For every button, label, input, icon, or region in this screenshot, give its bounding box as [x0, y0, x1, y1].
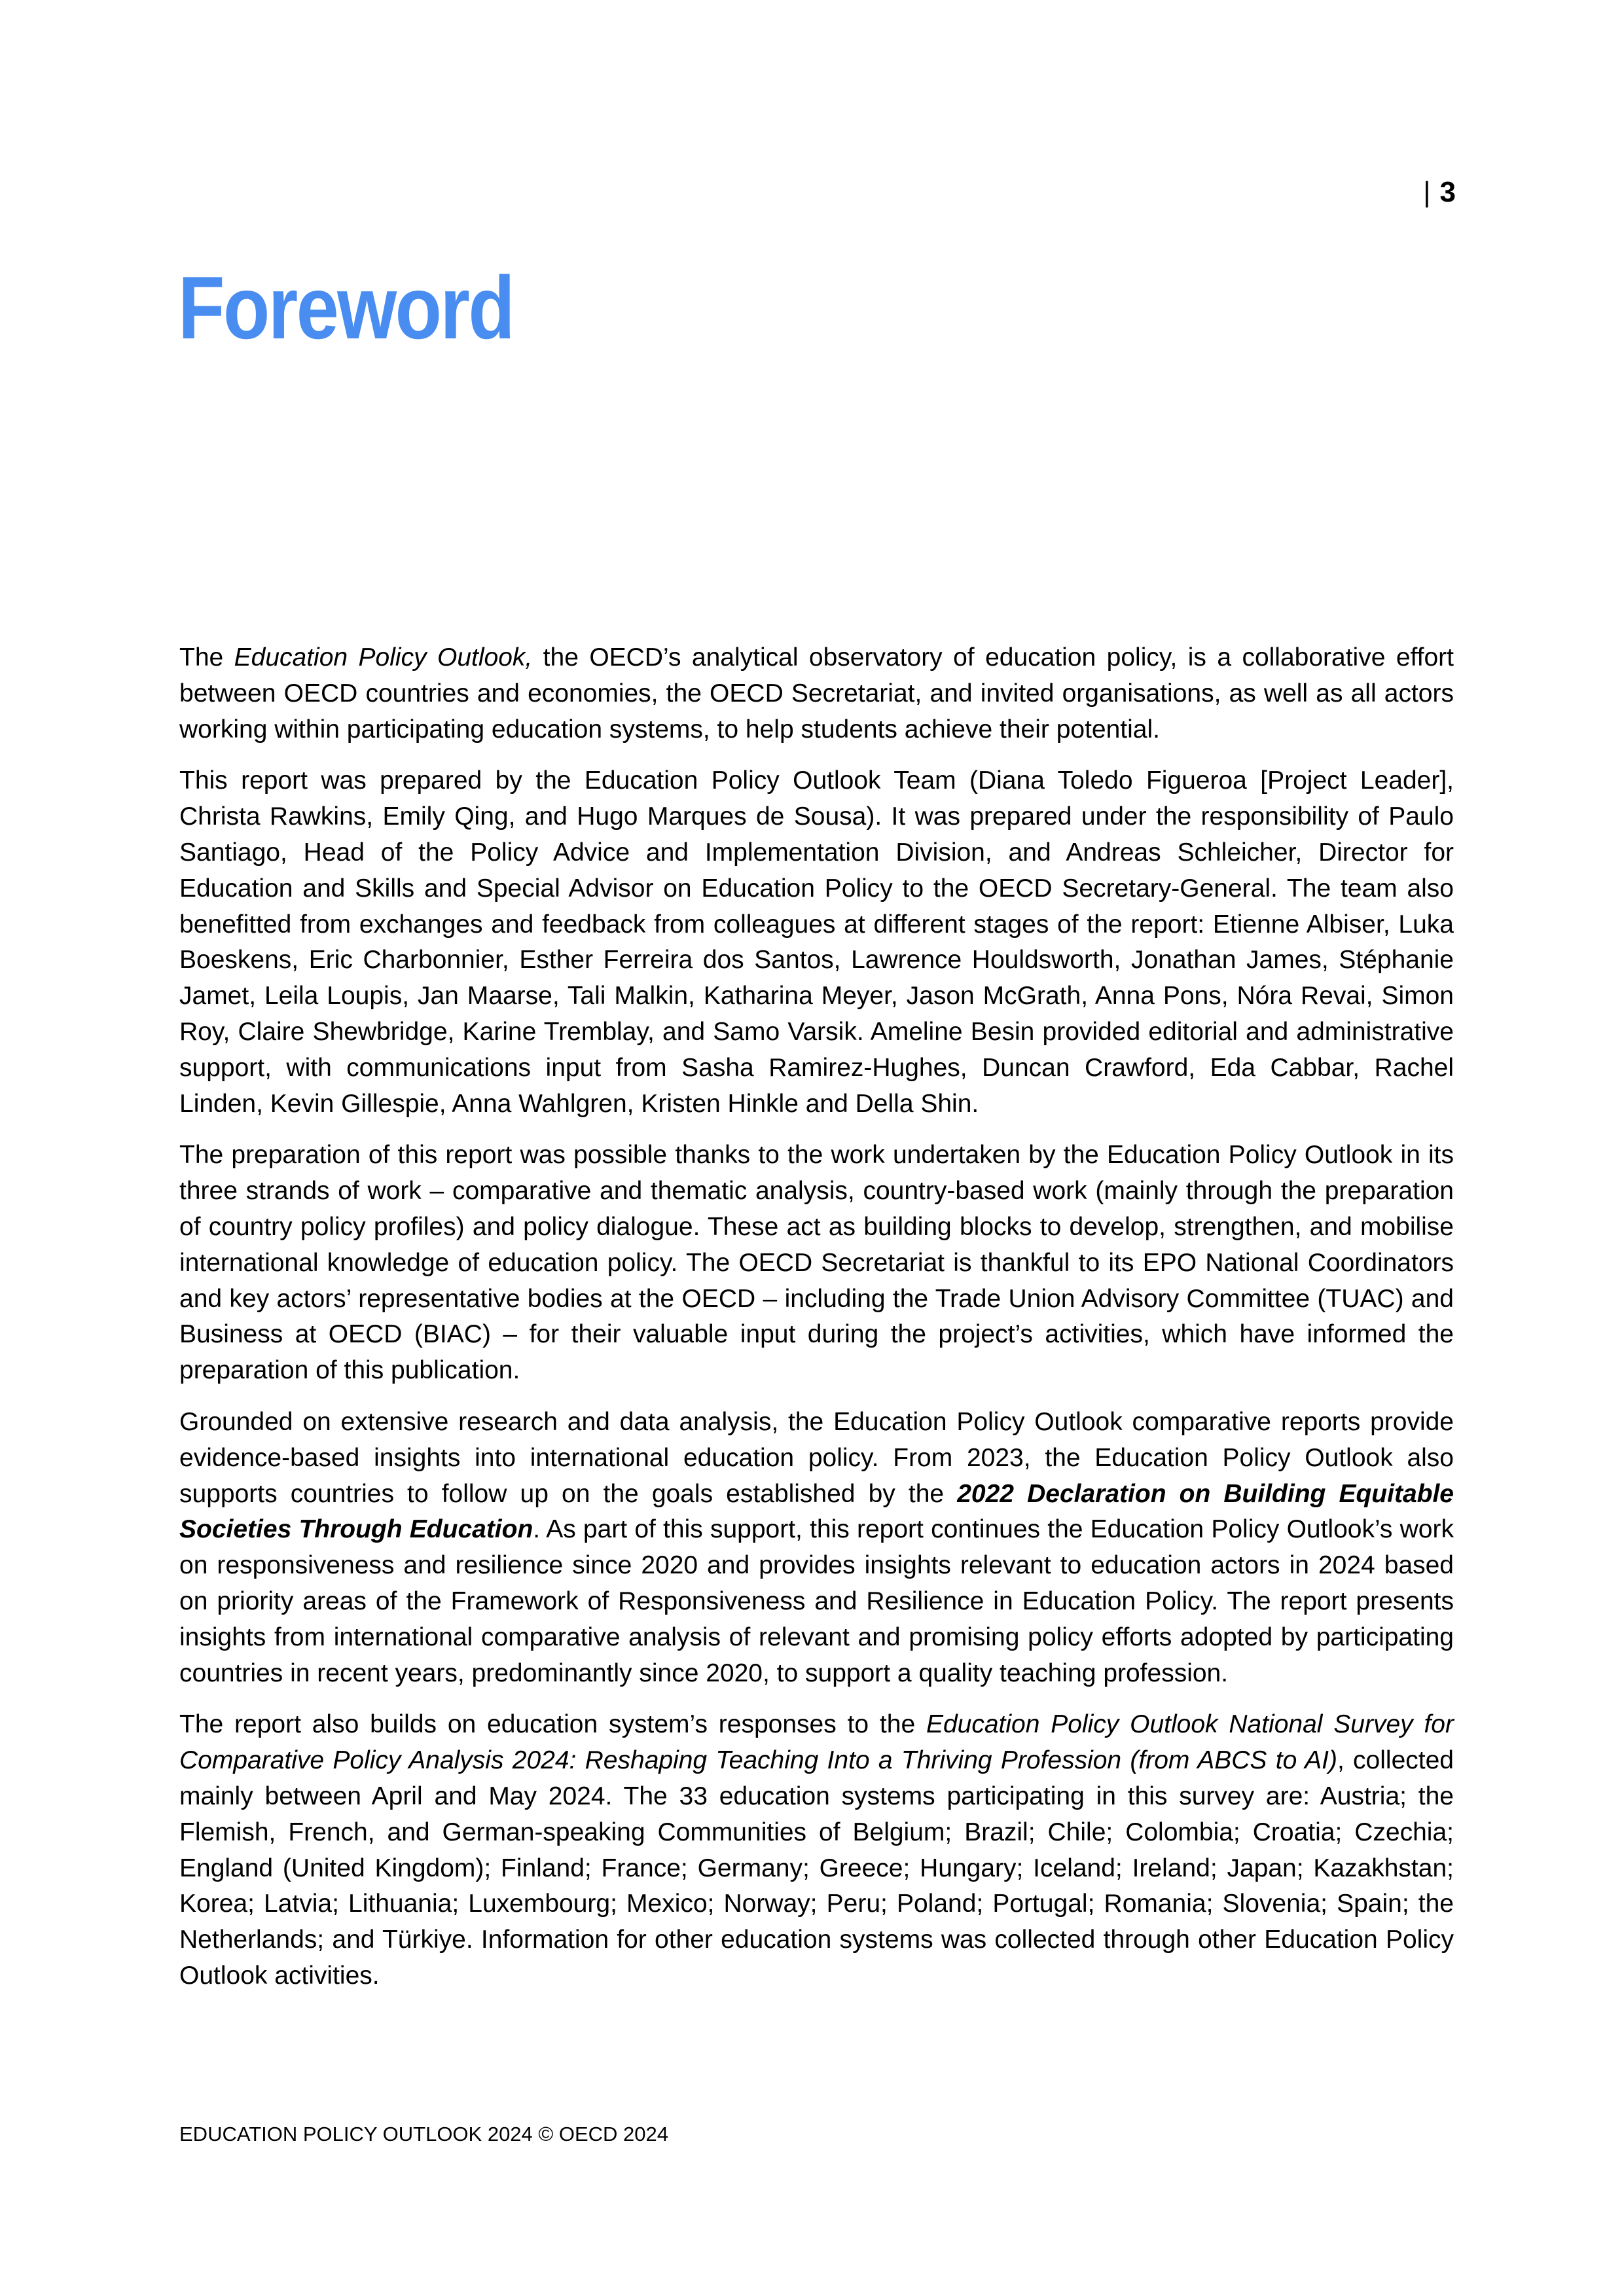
paragraph-comparative-reports — [179, 1405, 1454, 1691]
paragraph-intro-text-1: The — [179, 643, 234, 672]
paragraph-comparative-text-2: . As part of this support, this report continues the Education Policy Outlook’s work on responsiveness and resilience since 2020 and provides insights relevant to education actors in 2024 based on priority areas of the Framework of Responsiveness and Resilience in Education Policy. The report presents insights from international comparative analysis of relevant and promising policy efforts adopted by participating countries in recent years, predominantly since 2020, to support a quality teaching profession. — [179, 1515, 1454, 1687]
paragraph-survey-text-2: , collected mainly between April and May 2024. The 33 education systems participating in this survey are: Austria; the Flemish, French, and German-speaking Communities of Belgium; Brazil; Chile; Colombia; Croatia; Czechia; England (United Kingdom); Finland; France; Germany; Greece; Hungary; Iceland; Ireland; Japan; Kazakhstan; Korea; Latvia; Lithuania; Luxembourg; Mexico; Norway; Peru; Poland; Portugal; Romania; Slovenia; Spain; the Netherlands; and Türkiye. Information for other education systems was collected through other Education Policy Outlook activities. — [179, 1746, 1454, 1990]
declaration-title-bold-italic: 2022 Declaration on Building Equitable Societies Through Education — [179, 1479, 1454, 1544]
page-title: Foreword — [178, 258, 514, 357]
publication-title-italic: Education Policy Outlook, — [234, 643, 533, 672]
paragraph-intro-text-2: the OECD’s analytical observatory of education policy, is a collaborative effort between OECD countries and economies, the OECD Secretariat, and invited organisations, as well as all actors working within participating education systems, to help students achieve their potential. — [179, 643, 1454, 744]
paragraph-survey-text-1: The report also builds on education system’s responses to the — [179, 1710, 926, 1739]
paragraph-comparative-text-1: Grounded on extensive research and data analysis, the Education Policy Outlook comparative reports provide evidence-based insights into international education policy. From 2023, the Education Policy Outlook also supports countries to follow up on the goals established by the — [179, 1407, 1454, 1508]
paragraph-preparation: The preparation of this report was possible thanks to the work undertaken by the Education Policy Outlook in its three strands of work – comparative and thematic analysis, country-based work (mainly through the preparation of country policy profiles) and policy dialogue. These act as building blocks to develop, strengthen, and mobilise international knowledge of education policy. The OECD Secretariat is thankful to its EPO National Coordinators and key actors’ representative bodies at the OECD – including the Trade Union Advisory Committee (TUAC) and Business at OECD (BIAC) – for their valuable input during the project’s activities, which have informed the preparation of this publication. — [179, 1141, 1454, 1385]
paragraph-acknowledgements: This report was prepared by the Education Policy Outlook Team (Diana Toledo Figueroa [Project Leader], Christa Rawkins, Emily Qing, and Hugo Marques de Sousa). It was prepared under the responsibility of Paulo Santiago, Head of the Policy Advice and Implementation Division, and Andreas Schleicher, Director for Education and Skills and Special Advisor on Education Policy to the OECD Secretary-General. The team also benefitted from exchanges and feedback from colleagues at different stages of the report: Etienne Albiser, Luka Boeskens, Eric Charbonnier, Esther Ferreira dos Santos, Lawrence Houldsworth, Jonathan James, Stéphanie Jamet, Leila Loupis, Jan Maarse, Tali Malkin, Katharina Meyer, Jason McGrath, Anna Pons, Nóra Revai, Simon Roy, Claire Shewbridge, Karine Tremblay, and Samo Varsik. Ameline Besin provided editorial and administrative support, with communications input from Sasha Ramirez-Hughes, Duncan Crawford, Eda Cabbar, Rachel Linden, Kevin Gillespie, Anna Wahlgren, Kristen Hinkle and Della Shin. — [179, 766, 1454, 1118]
page-number-separator: | — [1423, 176, 1431, 208]
foreword-body — [179, 640, 1454, 2010]
page-number — [1423, 174, 1456, 211]
paragraph-intro — [179, 640, 1454, 747]
page-footer: EDUCATION POLICY OUTLOOK 2024 © OECD 2024 — [179, 2123, 668, 2145]
page-number-value: 3 — [1439, 176, 1456, 208]
survey-title-italic: Education Policy Outlook National Survey for Comparative Policy Analysis 2024: Reshaping Teaching Into a Thriving Profession (from ABCS to AI) — [179, 1710, 1454, 1775]
paragraph-survey — [179, 1707, 1454, 1994]
